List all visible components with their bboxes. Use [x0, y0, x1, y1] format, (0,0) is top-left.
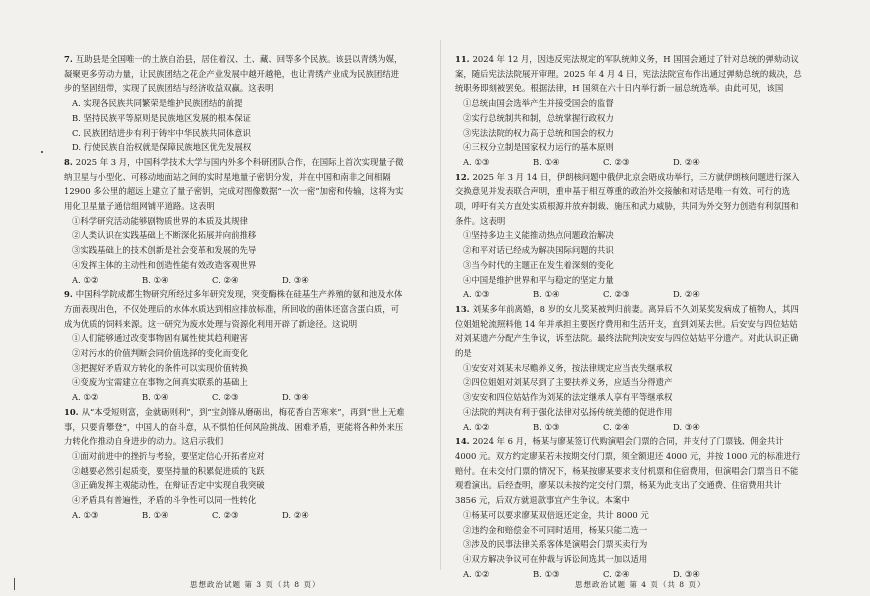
question-number: 7.	[64, 54, 73, 64]
statement-2: ②越要必然引起质变，要坚持量的积累促进质的飞跃	[72, 465, 265, 476]
choice-b: B. ①④	[142, 509, 169, 520]
page-divider	[440, 40, 441, 570]
statement-3: ③当今时代的主题正在发生着深刻的变化	[463, 259, 614, 270]
question-9	[64, 287, 406, 405]
question-number: 8.	[64, 156, 73, 167]
statement-1: ①杨某可以要求廖某双倍返还定金，共计 8000 元	[463, 509, 649, 520]
question-stem: 2024 年 6 月，杨某与廖某签订代购演唱会门票的合同，并支付了门票钱、佣金共计 4000 元。双方约定廖某若未按期交付门票，须全额退还 4000 元，并按 1000 元的标准进行赔付。在未交付门票的情况下，杨某按廖某要求支付机票和住宿费用，但演唱会门票当日不能观看演出。后经查明，廖某以未按约定交付门票，杨某为此支出了交通费、住宿费用共计 3856 元，后双方就退款事宜产生争议。本案中	[455, 436, 801, 506]
choice-b: B. ①④	[142, 392, 169, 403]
statement-3: ③安安和四位姑姑作为刘某的法定继承人享有平等继承权	[463, 392, 673, 403]
choice-a: A. ①②	[463, 568, 490, 579]
scan-speck	[41, 151, 43, 153]
question-7	[64, 52, 406, 155]
question-stem: 中国科学院成都生物研究所经过多年研究发现，突变酶株在硅基生产养殖的氨和池及水体方面表现出色，不仅处理后的水体水质达到相应排放标准，所回收的菌体还富含蛋白质，可成为优质的饲料来源。这一研究为废水处理与资源化利用开辟了新途径。这说明	[64, 289, 403, 329]
answer-choices	[64, 390, 406, 405]
choice-a: A. ①③	[463, 289, 490, 300]
statement-2: ②违约金和赔偿金不可同时适用，杨某只能二选一	[463, 524, 648, 535]
page-footer-left: 思想政治试题 第 3 页（共 8 页）	[190, 580, 321, 589]
choice-d: D. ③④	[673, 568, 700, 579]
answer-choices	[64, 273, 406, 288]
choice-b: B. ①④	[533, 156, 560, 167]
statement-1: ①科学研究活动能够剧物质世界的本质及其规律	[72, 215, 248, 226]
choice-b: B. ①③	[533, 421, 560, 432]
choice-b: B. ①④	[142, 274, 169, 285]
option-d: D. 行使民族自治权就是保障民族地区优先发展权	[72, 142, 252, 153]
answer-choices	[455, 420, 805, 435]
answer-choices	[455, 287, 805, 302]
statement-3: ③宪法法院的权力高于总统和国会的权力	[463, 127, 614, 138]
choice-d: D. ③④	[282, 274, 309, 285]
answer-choices	[64, 508, 406, 523]
choice-c: C. ②④	[212, 274, 239, 285]
statement-2: ②对污水的价值判断会同价值选择的变化而变化	[72, 348, 248, 359]
statement-1: ①面对前进中的挫折与考验，要坚定信心开拓者应对	[72, 450, 265, 461]
statement-2: ②实行总统制共和制，总统掌握行政权力	[463, 112, 614, 123]
question-stem: 互助县是全国唯一的土族自治县，居住着汉、土、藏、回等多个民族。该县以青绣为媒，凝聚更多劳动力量，让民族团结之花企产业发展中越开越艳，也让青绣产业成为民族团结进步的坚固纽带，实现了民族团结与经济收益双赢。这表明	[64, 54, 403, 94]
choice-a: A. ①②	[463, 421, 490, 432]
question-number: 13.	[455, 303, 470, 314]
choice-a: A. ①③	[463, 156, 490, 167]
question-number: 14.	[455, 436, 470, 447]
question-stem: 刘某多年前离婚，8 岁的女儿奖某被判归前妻。离异后不久刘某奖发病成了植物人，其四位姐姐轮流照料他 14 年并承担主要医疗费用和生活开支，直到刘某去世。后安安与四位姑姑对刘某遗产分配产生争议，诉至法院。最终法院判决安安与四位姑姑平分遗产。对此认识正确的是	[455, 303, 799, 359]
statement-1: ①安安对刘某未尽赡养义务，按法律规定应当丧失继承权	[463, 362, 673, 373]
statement-2: ②和平对话已经成为解决国际问题的共识	[463, 245, 614, 256]
choice-c: C. ②③	[212, 509, 239, 520]
choice-a: A. ①②	[72, 274, 99, 285]
statement-4: ④三权分立制是国家权力运行的基本原则	[463, 142, 614, 153]
right-page	[455, 52, 805, 581]
choice-c: C. ②③	[603, 156, 630, 167]
statement-4: ④双方解决争议可在仲裁与诉讼间选其一加以适用	[463, 553, 648, 564]
question-11	[455, 52, 805, 170]
statement-3: ③正确发挥主观能动性，在辩证否定中实现自我突破	[72, 480, 265, 491]
question-8	[64, 155, 406, 287]
question-stem: 2024 年 12 月，因违反宪法规定的军队统帅义务，H 国国会通过了针对总统的弹劾动议案，随后宪法法院展开审理。2025 年 4 月 4 日，宪法法院宣布作出通过弹劾总统的裁决，总统职务即刻被罢免。根据法律，H 国须在六十日内举行新一届总统选举。由此可见，该国	[455, 54, 802, 94]
choice-c: C. ②③	[212, 392, 239, 403]
statement-4: ④变废为宝需建立在事物之间真实联系的基础上	[72, 377, 248, 388]
question-number: 11.	[455, 54, 470, 64]
choice-d: D. ②④	[673, 289, 700, 300]
statement-1: ①总统由国会选举产生并接受国会的监督	[463, 98, 614, 109]
left-page	[64, 52, 406, 523]
page-footer-right: 思想政治试题 第 4 页（共 8 页）	[575, 580, 706, 589]
question-stem: 从“本受短则富，金就砺则利”，到“宝剑锋从磨砺出，梅花香自苦寒来”，再到“世上无难事，只要肯攀登”，中国人的奋斗意，从不惧怕任何风险挑战、困难矛盾，更能将各种外来压力转化作推动自身进步的动力。这启示我们	[64, 406, 405, 447]
scan-mark	[14, 578, 15, 590]
statement-4: ④法院的判决有利于强化法律对弘扬传统美德的促进作用	[463, 406, 673, 417]
choice-c: C. ②④	[603, 421, 630, 432]
question-stem: 2025 年 3 月，中国科学技术大学与国内外多个科研团队合作，在国际上首次实现量子微纳卫星与小型化、可移动地面站之间的实时星地量子密钥分发，并在中国和南非之间相隔 12900 多公里的超远上建立了量子密钥，完成对图像数据“一次一密”加密和传输，这将为实用化卫星量子通信组网铺平道路。这表明	[64, 156, 404, 212]
question-10	[64, 405, 406, 523]
option-c: C. 民族团结进步有利于铸牢中华民族共同体意识	[72, 127, 251, 138]
question-number: 10.	[64, 406, 79, 417]
option-a: A. 实现各民族共同繁荣是维护民族团结的前提	[72, 98, 243, 109]
statement-4: ④发挥主体的主动性和创造性能有效改造客观世界	[72, 259, 257, 270]
answer-choices	[455, 155, 805, 170]
choice-a: A. ①②	[72, 392, 99, 403]
choice-d: D. ②④	[282, 509, 309, 520]
question-stem: 2025 年 3 月 14 日，伊朗核问题中俄伊北京会晤成功举行，三方就伊朗核问题进行深入交换意见并发表联合声明，重申基于相互尊重的政治外交接触和对话是唯一有效、可行的选项，呼吁有关方直处实质根源并放弃制裁、施压和武力威胁，共同为外交努力创造有利氛围和条件。这表明	[455, 171, 800, 226]
question-number: 12.	[455, 171, 470, 182]
choice-d: D. ③④	[673, 421, 700, 432]
choice-b: B. ①④	[533, 289, 560, 300]
statement-3: ③涉及的民事法律关系客体是演唱会门票买卖行为	[463, 539, 648, 550]
statement-1: ①坚持多边主义能推动热点问题政治解决	[463, 230, 614, 241]
question-14	[455, 434, 805, 581]
statement-2: ②人类认识在实践基础上不断深化拓展并向前推移	[72, 230, 257, 241]
question-12	[455, 170, 805, 302]
choice-d: D. ②④	[673, 156, 700, 167]
statement-3: ③把握好矛盾双方转化的条件可以实现价值转换	[72, 362, 248, 373]
choice-d: D. ③④	[282, 392, 309, 403]
statement-3: ③实践基础上的技术创新是社会变革和发展的先导	[72, 245, 257, 256]
choice-b: B. ①③	[533, 568, 560, 579]
choice-c: C. ②④	[603, 568, 630, 579]
question-number: 9.	[64, 289, 73, 300]
choice-c: C. ②③	[603, 289, 630, 300]
statement-1: ①人们能够通过改变事物固有属性使其趋利避害	[72, 333, 248, 344]
statement-4: ④矛盾具有普遍性，矛盾的斗争性可以同一性转化	[72, 495, 257, 506]
option-b: B. 坚持民族平等原则是民族地区发展的根本保证	[72, 112, 251, 123]
statement-2: ②四位姐姐对刘某尽到了主要扶养义务，应适当分得遗产	[463, 377, 673, 388]
question-13	[455, 302, 805, 434]
choice-a: A. ①③	[72, 509, 99, 520]
statement-4: ④中国是维护世界和平与稳定的坚定力量	[463, 274, 614, 285]
